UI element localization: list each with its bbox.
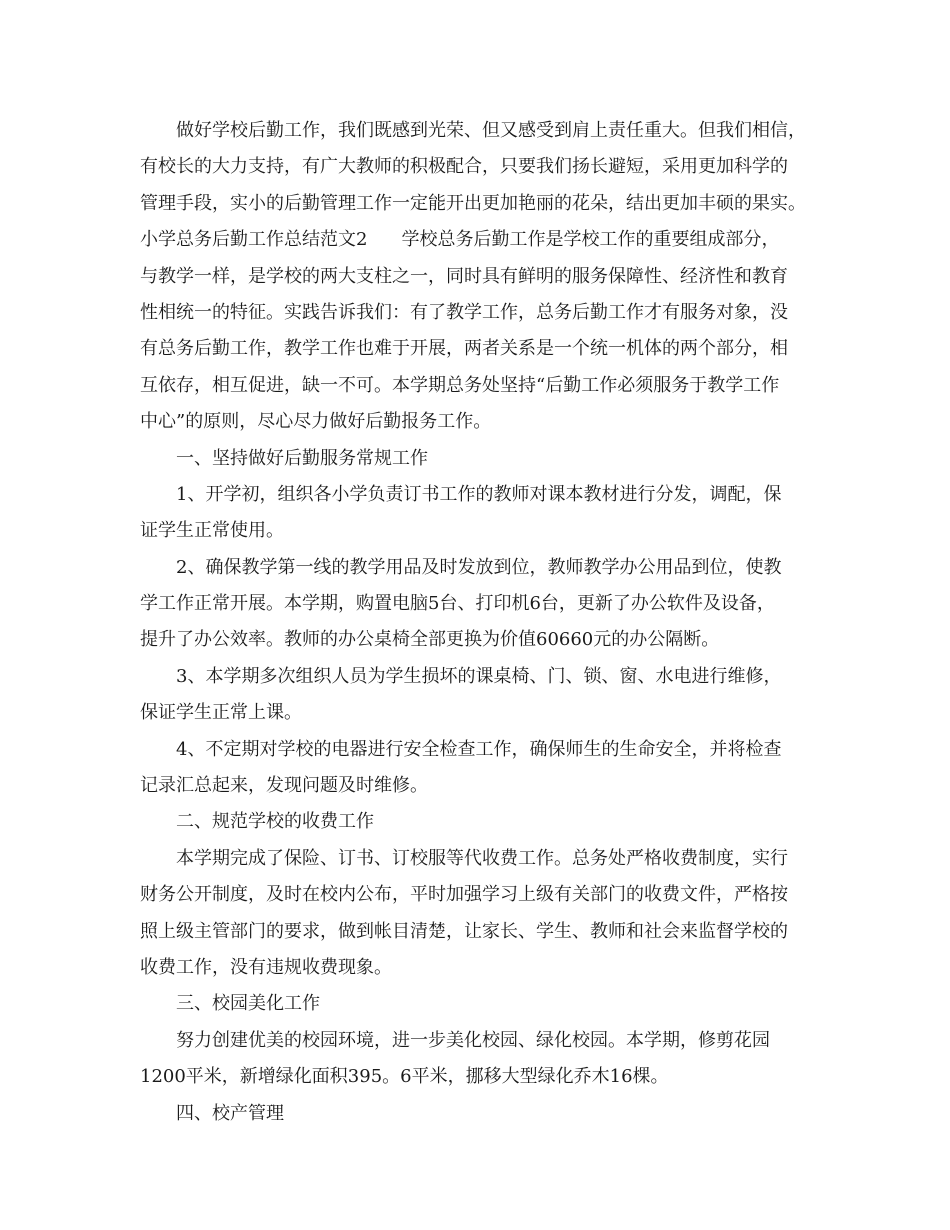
text-line: 记录汇总起来，发现问题及时维修。 [140, 775, 428, 797]
section-heading: 二、规范学校的收费工作 [176, 811, 374, 833]
text-line: 学校总务后勤工作是学校工作的重要组成部分， [401, 229, 780, 251]
heading-line [140, 222, 820, 258]
text-line: 4、不定期对学校的电器进行安全检查工作，确保师生的生命安全，并将检查 [176, 738, 782, 760]
section-heading: 一、坚持做好后勤服务常规工作 [176, 447, 428, 469]
text-line: 中心”的原则，尽心尽力做好后勤报务工作。 [140, 411, 492, 433]
text-line: 本学期完成了保险、订书、订校服等代收费工作。总务处严格收费制度，实行 [176, 847, 788, 869]
document-body [140, 113, 820, 1132]
text-line: 保证学生正常上课。 [140, 702, 302, 724]
section-heading: 小学总务后勤工作总结范文2 [140, 229, 368, 251]
text-line: 1200平米，新增绿化面积395。6平米，挪移大型绿化乔木16棵。 [140, 1066, 669, 1088]
text-line: 做好学校后勤工作，我们既感到光荣、但又感受到肩上责任重大。但我们相信， [176, 120, 806, 141]
text-line: 互依存，相互促进，缺一不可。本学期总务处坚持“后勤工作必须服务于教学工作 [140, 374, 780, 396]
text-line: 3、本学期多次组织人员为学生损坏的课桌椅、门、锁、窗、水电进行维修， [176, 665, 782, 687]
text-line: 性相统一的特征。实践告诉我们：有了教学工作，总务后勤工作才有服务对象，没 [140, 301, 788, 323]
text-line: 努力创建优美的校园环境，进一步美化校园、绿化校园。本学期，修剪花园 [176, 1029, 770, 1051]
section-heading: 四、校产管理 [176, 1102, 284, 1124]
text-line: 与教学一样，是学校的两大支柱之一，同时具有鲜明的服务保障性、经济性和教育 [140, 265, 788, 287]
text-line: 1、开学初，组织各小学负责订书工作的教师对课本教材进行分发，调配，保 [176, 483, 782, 505]
text-line: 管理手段，实小的后勤管理工作一定能开出更加艳丽的花朵，结出更加丰硕的果实。 [140, 192, 806, 214]
text-line: 证学生正常使用。 [140, 520, 284, 542]
text-line: 财务公开制度，及时在校内公布，平时加强学习上级有关部门的收费文件，严格按 [140, 884, 788, 906]
text-line: 照上级主管部门的要求，做到帐目清楚，让家长、学生、教师和社会来监督学校的 [140, 920, 788, 942]
text-line: 有总务后勤工作，教学工作也难于开展，两者关系是一个统一机体的两个部分，相 [140, 338, 788, 360]
text-line: 有校长的大力支持，有广大教师的积极配合，只要我们扬长避短，采用更加科学的 [140, 156, 788, 178]
text-line: 收费工作，没有违规收费现象。 [140, 956, 392, 978]
section-heading: 三、校园美化工作 [176, 993, 320, 1015]
text-line: 提升了办公效率。教师的办公桌椅全部更换为价值60660元的办公隔断。 [140, 629, 720, 651]
text-line: 学工作正常开展。本学期，购置电脑5台、打印机6台，更新了办公软件及设备， [140, 593, 775, 615]
text-line: 2、确保教学第一线的教学用品及时发放到位，教师教学办公用品到位，使教 [176, 556, 782, 578]
